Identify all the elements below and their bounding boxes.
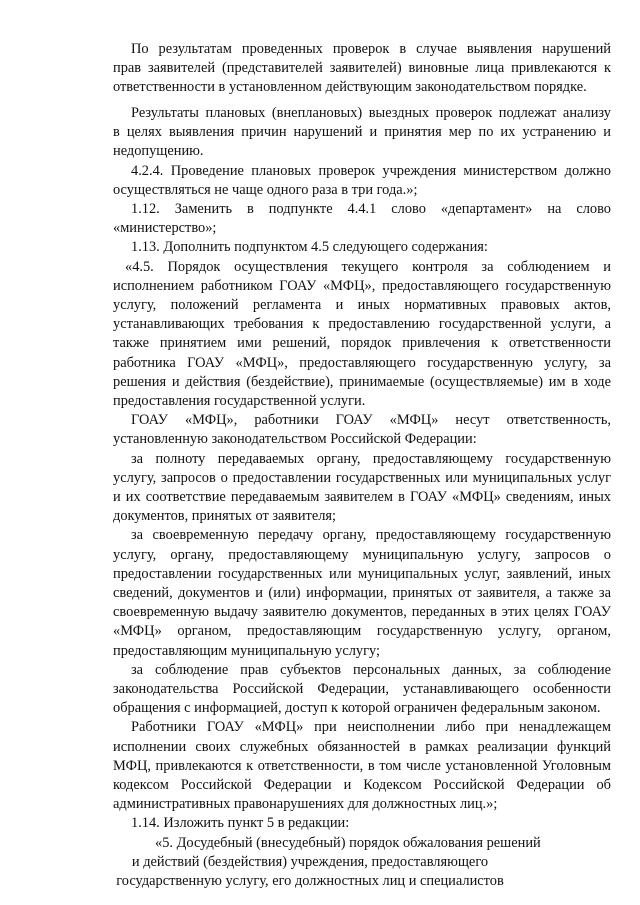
text-line: 1.14. Изложить пункт 5 в редакции: (131, 815, 350, 831)
text-line: сведений, документов и (или) информации, принятых от заявителя, а также за (113, 585, 611, 601)
text-line: обращения с информацией, доступ к которой ограничен федеральным законом. (113, 700, 601, 716)
text-line: и их соответствие передаваемым заявителем в ГОАУ «МФЦ» сведениям, иных (113, 489, 611, 505)
text-line: «МФЦ» органом, предоставляющим государственную услугу, органом, (113, 623, 611, 639)
text-line: устанавливающих требования к предоставлению государственной услуги, а (113, 316, 611, 332)
text-line: предоставляющим муниципальную услугу; (113, 643, 381, 659)
text-line: прав заявителей (представителей заявителей) виновные лица привлекаются к (113, 60, 611, 76)
text-line: услугу, органу, предоставляющему муниципальную услугу, запросов о (113, 547, 611, 563)
text-line: ответственности в установленном действующим законодательством порядке. (113, 79, 587, 95)
text-line: предоставлении государственных или муниципальных услуг, заявлений, иных (113, 566, 611, 582)
text-line: Результаты плановых (внеплановых) выездных проверок подлежат анализу (131, 105, 611, 121)
text-line: своевременную выдачу заявителю документов, переданных в этих целях ГОАУ (113, 604, 611, 620)
text-line: за полноту передаваемых органу, предоставляющему государственную (131, 451, 611, 467)
text-line: также принятием ими решений, порядок привлечения к ответственности (113, 335, 611, 351)
text-line: работника ГОАУ «МФЦ», предоставляющего государственную услугу, за (113, 355, 611, 371)
text-line: документов, принятых от заявителя; (113, 508, 337, 524)
text-line: 1.12. Заменить в подпункте 4.4.1 слово «департамент» на слово (131, 201, 611, 217)
section-heading-line: государственную услугу, его должностных лиц и специалистов (116, 873, 504, 889)
section-heading-line: и действий (бездействия) учреждения, предоставляющего (131, 854, 489, 870)
text-line: услугу, запросов о предоставлении государственных или муниципальных услуг (113, 470, 611, 486)
text-line: исполнении своих служебных обязанностей в рамках реализации функций (113, 739, 611, 755)
text-line: установленную законодательством Российской Федерации: (113, 431, 477, 447)
section-heading-line: «5. Досудебный (внесудебный) порядок обжалования решений (155, 835, 541, 851)
text-line: исполнением работником ГОАУ «МФЦ», предоставляющего государственную (113, 278, 611, 294)
text-line: «4.5. Порядок осуществления текущего контроля за соблюдением и (125, 259, 611, 275)
text-line: за соблюдение прав субъектов персональных данных, за соблюдение (131, 662, 611, 678)
text-line: осуществляться не чаще одного раза в три года.»; (113, 182, 418, 198)
text-line: административных правонарушениях для должностных лиц.»; (113, 796, 498, 812)
text-line: ГОАУ «МФЦ», работники ГОАУ «МФЦ» несут ответственность, (131, 412, 611, 428)
text-line: за своевременную передачу органу, предоставляющему государственную (131, 527, 611, 543)
text-line: законодательства Российской Федерации, устанавливающего особенности (113, 681, 611, 697)
text-line: МФЦ, привлекаются к ответственности, в том числе установленной Уголовным (113, 758, 611, 774)
text-line: недопущению. (113, 143, 204, 159)
text-line: «министерство»; (113, 220, 217, 236)
text-line: предоставления государственной услуги. (113, 393, 366, 409)
text-line: Работники ГОАУ «МФЦ» при неисполнении либо при ненадлежащем (131, 719, 611, 735)
text-line: По результатам проведенных проверок в случае выявления нарушений (131, 41, 611, 57)
text-line: решения и действия (бездействие), принимаемые (осуществляемые) им в ходе (113, 374, 611, 390)
text-line: услугу, положений регламента и иных нормативных правовых актов, (113, 297, 611, 313)
text-line: 1.13. Дополнить подпунктом 4.5 следующего содержания: (131, 239, 488, 255)
text-line: 4.2.4. Проведение плановых проверок учреждения министерством должно (131, 163, 611, 179)
text-line: кодексом Российской Федерации и Кодексом Российской Федерации об (113, 777, 611, 793)
text-line: в целях выявления причин нарушений и принятия мер по их устранению и (113, 124, 611, 140)
